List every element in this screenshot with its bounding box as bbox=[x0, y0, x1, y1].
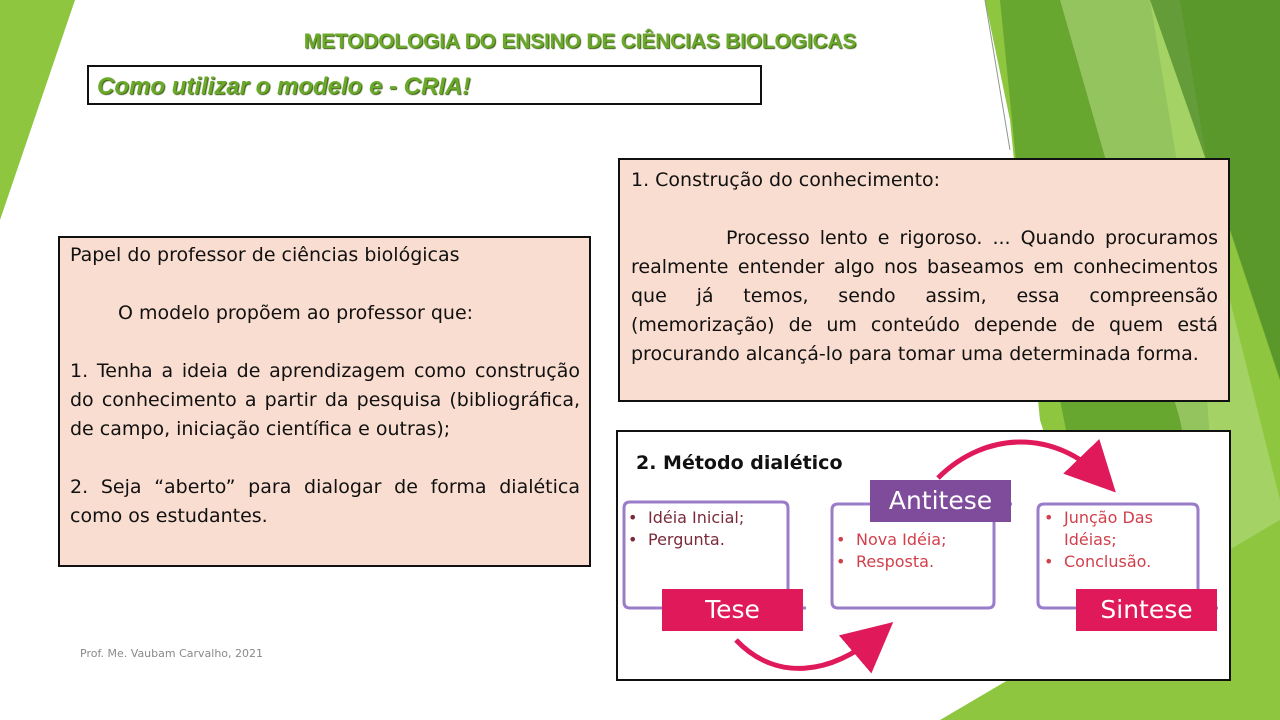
slide-title: METODOLOGIA DO ENSINO DE CIÊNCIAS BIOLOGICAS bbox=[303, 30, 857, 53]
tese-label: Tese bbox=[662, 589, 803, 631]
footer-credit: Prof. Me. Vaubam Carvalho, 2021 bbox=[80, 647, 264, 660]
sintese-bullets bbox=[1042, 507, 1192, 573]
knowledge-body: Processo lento e rigoroso. ... Quando procuramos realmente entender algo nos baseamos em conhecimentos que já temos, sendo assim, essa compreensão (memorização) de um conteúdo depende de quem está procurando alcançá-lo para tomar uma determinada forma. bbox=[631, 227, 1218, 365]
knowledge-construction-box bbox=[618, 158, 1230, 402]
tese-bullets bbox=[626, 507, 786, 551]
teacher-item-1: 1. Tenha a ideia de aprendizagem como construção do conhecimento a partir da pesquisa (bibliográfica, de campo, iniciação científica e outras); bbox=[70, 360, 580, 440]
teacher-role-box bbox=[58, 236, 591, 567]
antitese-label: Antitese bbox=[870, 480, 1011, 522]
subtitle-box bbox=[87, 65, 762, 105]
model-intro: O modelo propõem ao professor que: bbox=[118, 302, 474, 324]
diagram-title: 2. Método dialético bbox=[636, 452, 843, 474]
sintese-item-1: • Junção Das Idéias; bbox=[1042, 507, 1192, 551]
antitese-bullets bbox=[834, 529, 994, 573]
antitese-item-1: • Nova Idéia; bbox=[834, 529, 994, 551]
subtitle-text: Como utilizar o modelo e - CRIA! bbox=[97, 73, 471, 100]
sintese-label: Sintese bbox=[1076, 589, 1217, 631]
teacher-role-heading: Papel do professor de ciências biológicas bbox=[70, 244, 460, 266]
sintese-item-2: • Conclusão. bbox=[1042, 551, 1192, 573]
dialectic-diagram bbox=[616, 430, 1231, 681]
antitese-item-2: • Resposta. bbox=[834, 551, 994, 573]
arrow-antitese-to-sintese bbox=[938, 442, 1102, 478]
tese-item-2: • Pergunta. bbox=[626, 529, 786, 551]
arrow-tese-to-antitese bbox=[736, 635, 878, 668]
teacher-item-2: 2. Seja “aberto” para dialogar de forma dialética como os estudantes. bbox=[70, 476, 580, 527]
tese-item-1: • Idéia Inicial; bbox=[626, 507, 786, 529]
knowledge-heading: 1. Construção do conhecimento: bbox=[631, 169, 941, 191]
